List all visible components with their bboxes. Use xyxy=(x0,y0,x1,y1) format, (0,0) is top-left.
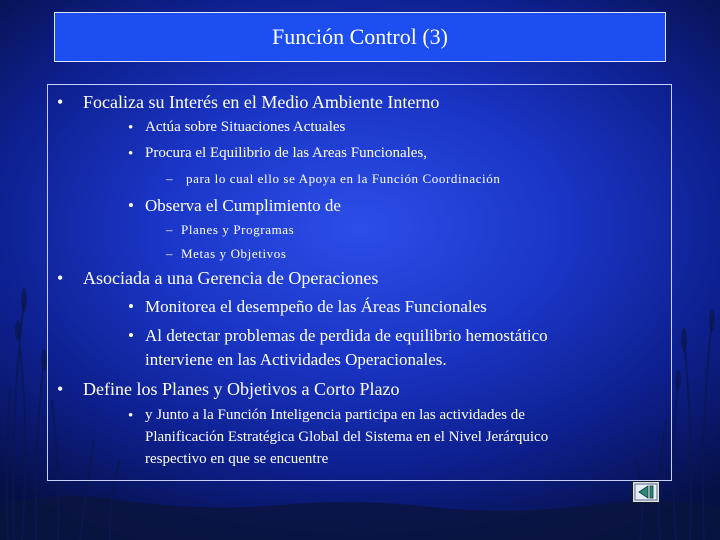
bullet-marker: • xyxy=(128,297,134,316)
bullet-text-level2: Al detectar problemas de perdida de equilibrio hemostático xyxy=(145,326,548,345)
slide-title-text: Función Control (3) xyxy=(272,24,448,49)
skip-to-end-icon xyxy=(633,482,659,502)
bullet-text-continuation: interviene en las Actividades Operacionales. xyxy=(145,350,447,369)
bullet-text-level3: Planes y Programas xyxy=(181,222,295,237)
bullet-text-level3: Metas y Objetivos xyxy=(181,246,287,261)
bullet-text-level2: Observa el Cumplimiento de xyxy=(145,196,341,215)
bullet-text-level2: Procura el Equilibrio de las Areas Funcionales, xyxy=(145,145,428,161)
dash-marker: – xyxy=(166,222,174,237)
skip-to-end-button[interactable] xyxy=(632,481,660,503)
bullet-text-level2: Monitorea el desempeño de las Áreas Funcionales xyxy=(145,297,487,316)
bullet-marker: • xyxy=(128,196,134,215)
bullet-marker: • xyxy=(128,326,134,345)
bullet-text-level3: para lo cual ello se Apoya en la Función Coordinación xyxy=(186,171,501,186)
bullet-text-continuation: respectivo en que se encuentre xyxy=(145,451,329,467)
bullet-marker: • xyxy=(57,268,64,288)
bullet-marker: • xyxy=(128,120,134,136)
bullet-text-level2: y Junto a la Función Inteligencia participa en las actividades de xyxy=(145,407,525,423)
dash-marker: – xyxy=(166,171,174,186)
bullet-marker: • xyxy=(57,92,64,112)
bullet-text-level1: Focaliza su Interés en el Medio Ambiente Interno xyxy=(83,92,440,112)
slide-title xyxy=(54,12,666,62)
bullet-marker: • xyxy=(57,379,64,399)
bullet-text-level1: Define los Planes y Objetivos a Corto Plazo xyxy=(83,379,400,399)
bullet-marker: • xyxy=(128,408,134,424)
dash-marker: – xyxy=(166,246,174,261)
bullet-text-level2: Actúa sobre Situaciones Actuales xyxy=(145,119,346,135)
bullet-text-continuation: Planificación Estratégica Global del Sistema en el Nivel Jerárquico xyxy=(145,429,549,445)
bullet-text-level1: Asociada a una Gerencia de Operaciones xyxy=(83,268,379,288)
bullet-marker: • xyxy=(128,146,134,162)
